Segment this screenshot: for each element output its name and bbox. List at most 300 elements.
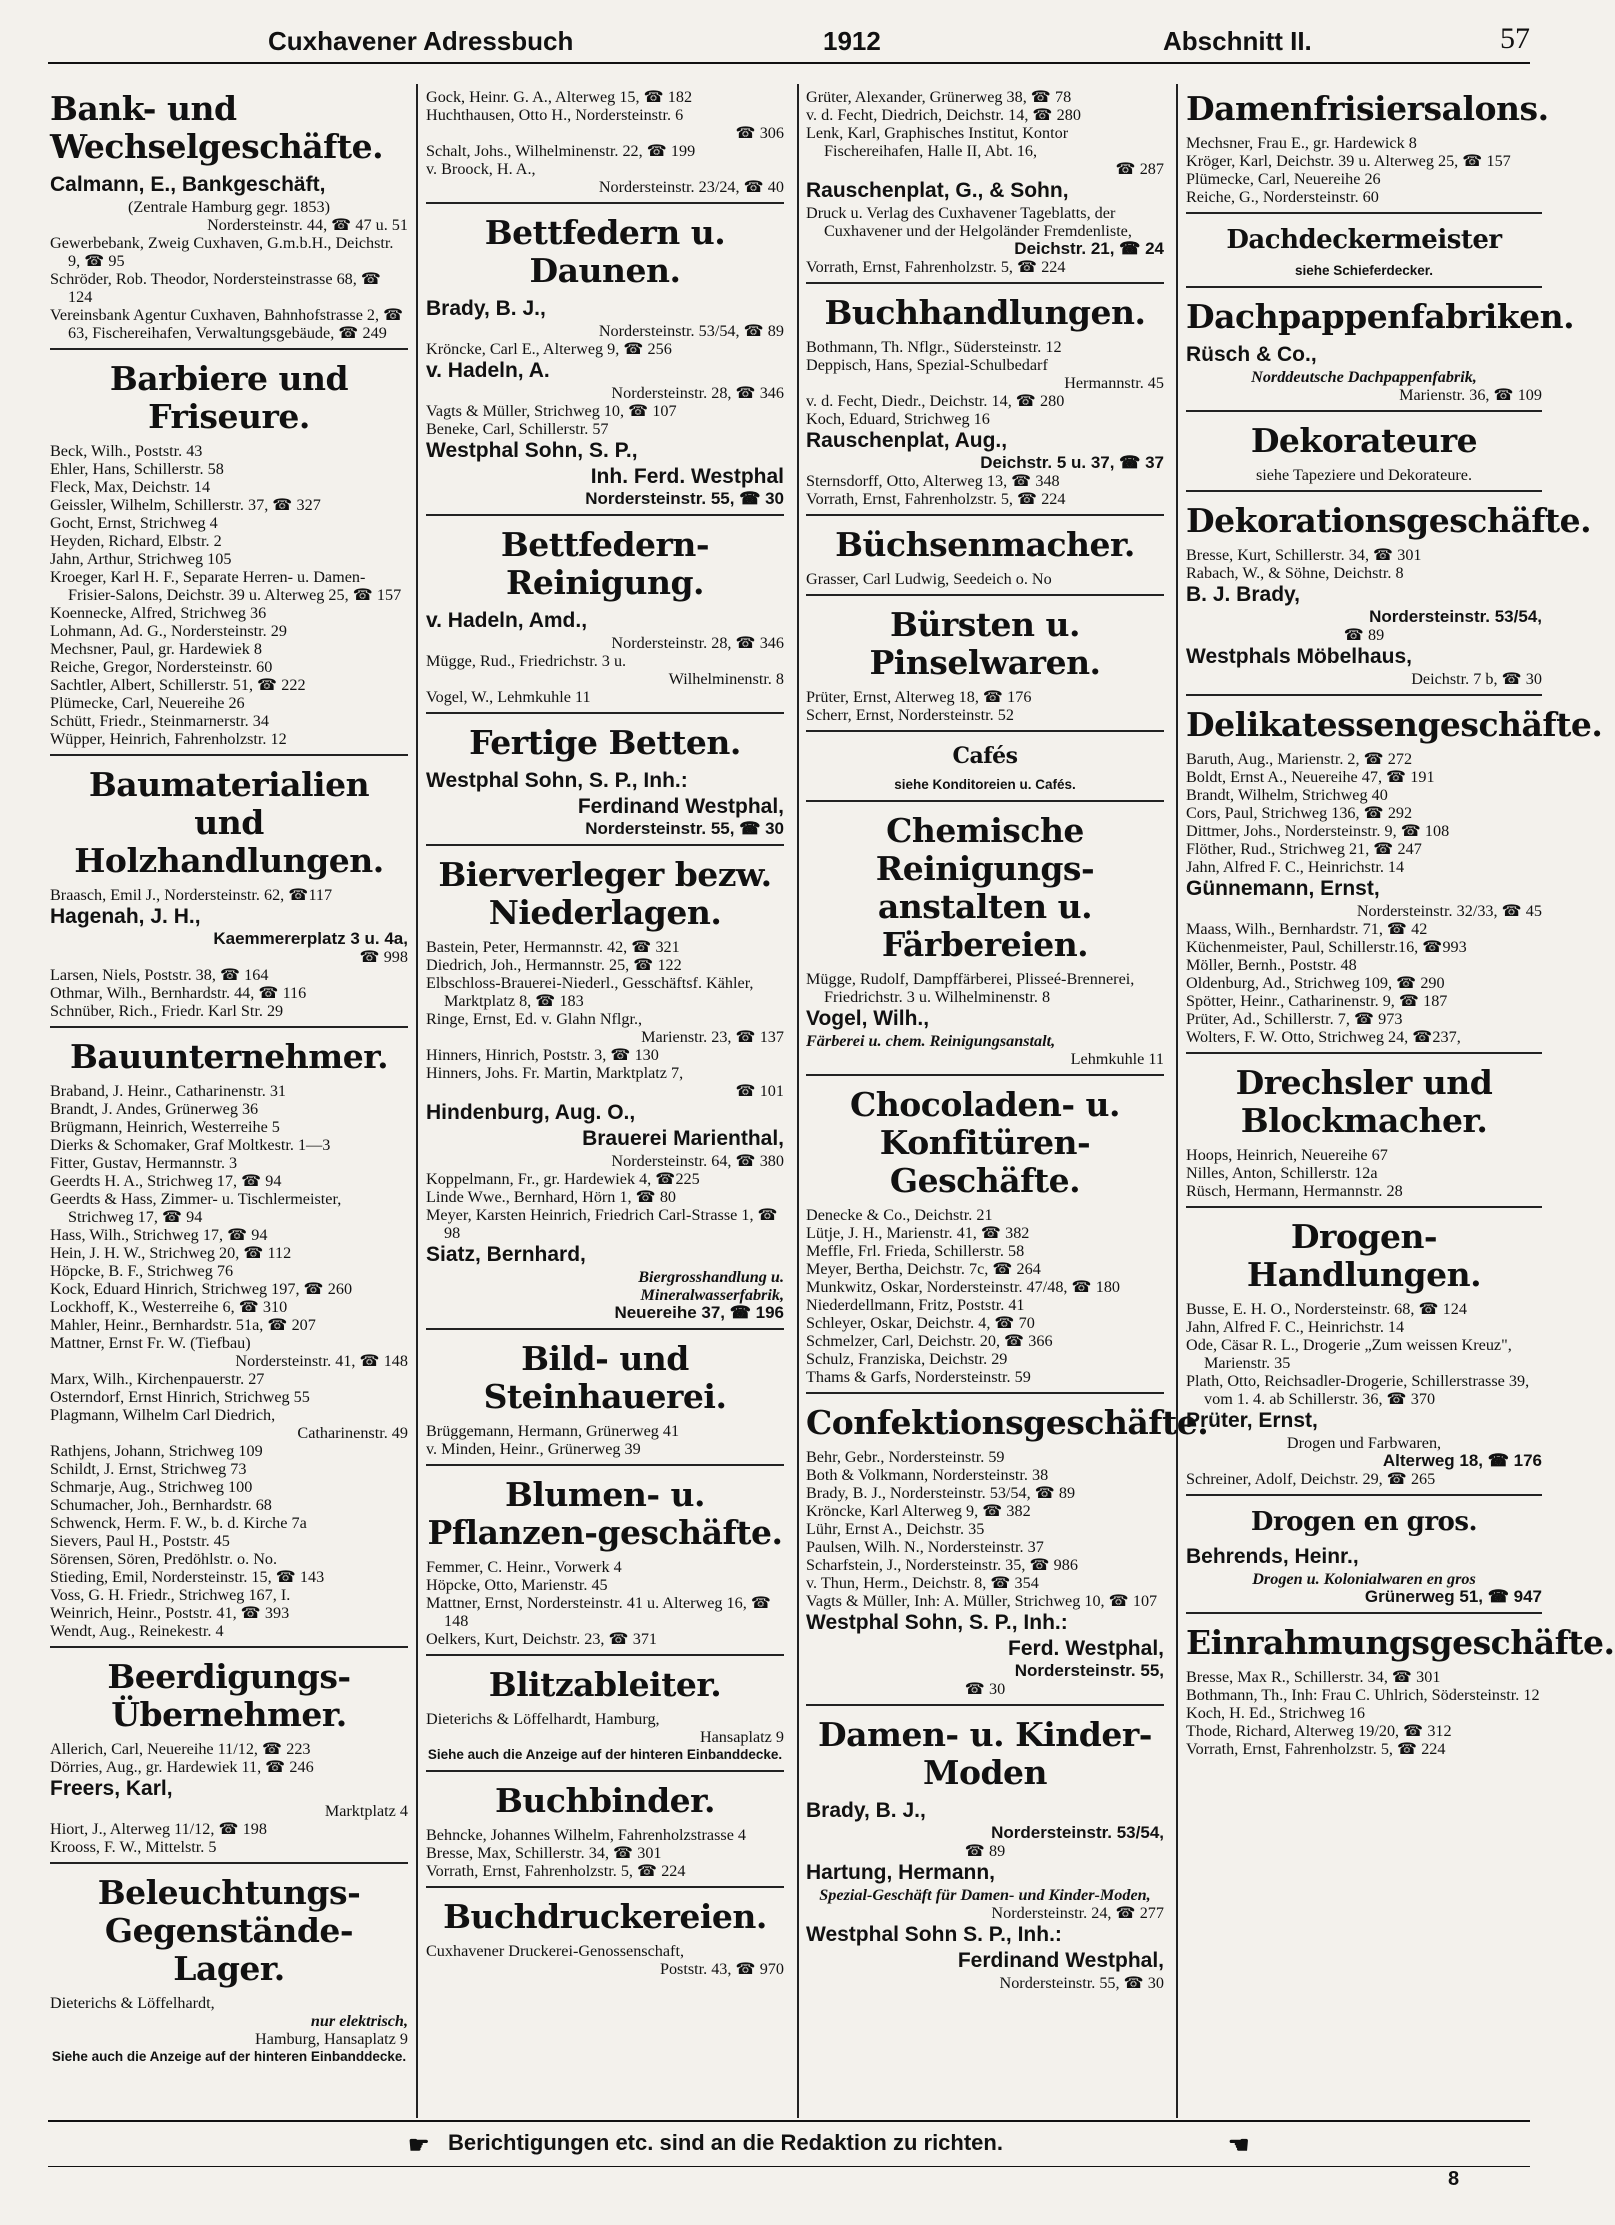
- entry: Bresse, Kurt, Schillerstr. 34, ☎ 301: [1186, 546, 1422, 564]
- entry: Meffle, Frl. Frieda, Schillerstr. 58: [806, 1242, 1025, 1260]
- entry: Mattner, Ernst, Nordersteinstr. 41 u. Alterweg 16, ☎ 148: [426, 1594, 772, 1630]
- entry: Dieterichs & Löffelhardt, Hamburg,: [426, 1710, 660, 1728]
- entry: Jahn, Alfred F. C., Heinrichstr. 14: [1186, 858, 1405, 876]
- section-title: Bauunternehmer.: [69, 1037, 389, 1076]
- entry: v. Hadeln, A.: [426, 359, 550, 382]
- entry: Deppisch, Hans, Spezial-Schulbedarf: [806, 356, 1048, 374]
- entry: siehe Tapeziere und Dekorateure.: [1255, 466, 1473, 484]
- entry: Heyden, Richard, Elbstr. 2: [50, 532, 222, 550]
- entry: Poststr. 43, ☎ 970: [659, 1960, 784, 1978]
- entry: Vagts & Müller, Strichweg 10, ☎ 107: [426, 402, 677, 420]
- entry: Wolters, F. W. Otto, Strichweg 24, ☎237,: [1186, 1028, 1461, 1046]
- entry: Behr, Gebr., Nordersteinstr. 59: [806, 1448, 1005, 1466]
- entry: ☎ 306: [735, 124, 784, 142]
- entry: Dittmer, Johs., Nordersteinstr. 9, ☎ 108: [1186, 822, 1450, 840]
- entry: Munkwitz, Oskar, Nordersteinstr. 47/48, ☎ 180: [806, 1278, 1121, 1296]
- section-drogen-handlungen: [1186, 1206, 1542, 1488]
- entry-note: Siehe auch die Anzeige auf der hinteren Einbanddecke.: [51, 2049, 407, 2064]
- entry: Mügge, Rudolf, Dampffärberei, Plisseé-Brennerei, Friedrichstr. 3 u. Wilhelminenstr. 8: [806, 970, 1135, 1006]
- entry: Schmarje, Aug., Strichweg 100: [50, 1478, 253, 1496]
- section-title: Drogen-Handlungen.: [1246, 1217, 1482, 1294]
- entry: Ferdinand Westphal,: [577, 795, 784, 818]
- entry: Schleyer, Oskar, Deichstr. 4, ☎ 70: [806, 1314, 1035, 1332]
- column-divider: [1176, 84, 1178, 2118]
- section-title: Dekorationsgeschäfte.: [1186, 501, 1592, 540]
- entry: Lenk, Karl, Graphisches Institut, Kontor Fischereihafen, Halle II, Abt. 16,: [806, 124, 1069, 160]
- column-1: [50, 88, 408, 2118]
- entry: Ode, Cäsar R. L., Drogerie „Zum weissen Kreuz", Marienstr. 35: [1186, 1336, 1512, 1372]
- section-chocoladen: [806, 1074, 1164, 1386]
- entry: Hartung, Hermann,: [806, 1861, 996, 1884]
- entry: Hinners, Johs. Fr. Martin, Marktplatz 7,: [426, 1064, 684, 1082]
- entry: Mahler, Heinr., Bernhardstr. 51a, ☎ 207: [50, 1316, 316, 1334]
- entry: Alterweg 18, ☎ 176: [1382, 1451, 1542, 1470]
- entry: Meyer, Bertha, Deichstr. 7c, ☎ 264: [806, 1260, 1041, 1278]
- entry: Möller, Bernh., Poststr. 48: [1186, 956, 1357, 974]
- section-title: Barbiere und Friseure.: [109, 359, 349, 436]
- entry: Spezial-Geschäft für Damen- und Kinder-Moden,: [819, 1886, 1151, 1904]
- entry: Diedrich, Joh., Hermannstr. 25, ☎ 122: [426, 956, 682, 974]
- section-title: Drogen en gros.: [1250, 1507, 1478, 1537]
- entry: Neuereihe 37, ☎ 196: [614, 1303, 784, 1322]
- page-header: [48, 22, 1530, 64]
- entry: Oelkers, Kurt, Deichstr. 23, ☎ 371: [426, 1630, 658, 1648]
- column-3: [806, 88, 1209, 2118]
- entry: Brauerei Marienthal,: [582, 1127, 784, 1150]
- entry: Mechsner, Paul, gr. Hardewiek 8: [50, 640, 262, 658]
- section-title: Bürsten u. Pinselwaren.: [869, 605, 1101, 682]
- section-buchbinder: [426, 1770, 784, 1880]
- entry: Marktplatz 4: [324, 1802, 408, 1820]
- entry: Deichstr. 7 b, ☎ 30: [1411, 670, 1542, 688]
- entry: Stieding, Emil, Nordersteinstr. 15, ☎ 143: [50, 1568, 325, 1586]
- entry: v. d. Fecht, Diedrich, Deichstr. 14, ☎ 280: [806, 106, 1081, 124]
- section-title: Chocoladen- u. Konfitüren-Geschäfte.: [849, 1085, 1121, 1200]
- entry: (Zentrale Hamburg gegr. 1853): [128, 198, 330, 216]
- section-title: Dekorateure: [1250, 421, 1478, 460]
- section-bettfedern-reinigung: [426, 514, 784, 706]
- entry: Schwenck, Herm. F. W., b. d. Kirche 7a: [50, 1514, 307, 1532]
- entry: Dierks & Schomaker, Graf Moltkestr. 1—3: [50, 1136, 331, 1154]
- section-continued: [426, 88, 784, 196]
- entry: Lockhoff, K., Westerreihe 6, ☎ 310: [50, 1298, 288, 1316]
- entry: Brandt, Wilhelm, Strichweg 40: [1186, 786, 1388, 804]
- entry: Vogel, Wilh.,: [806, 1007, 930, 1030]
- entry: Brady, B. J.,: [426, 297, 546, 320]
- entry: Wendt, Aug., Reinekestr. 4: [50, 1622, 224, 1640]
- entry: Drogen u. Kolonialwaren en gros: [1252, 1570, 1476, 1588]
- entry: Gewerbebank, Zweig Cuxhaven, G.m.b.H., Deichstr. 9, ☎ 95: [50, 234, 394, 270]
- entry: Fleck, Max, Deichstr. 14: [50, 478, 211, 496]
- section-title: Buchdruckereien.: [443, 1897, 767, 1936]
- entry: Prüter, Ernst, Alterweg 18, ☎ 176: [806, 688, 1032, 706]
- section-title: Drechsler und Blockmacher.: [1235, 1063, 1493, 1140]
- entry: Larsen, Niels, Poststr. 38, ☎ 164: [50, 966, 269, 984]
- entry: Nordersteinstr. 53/54,: [991, 1823, 1164, 1842]
- entry: Hagenah, J. H.,: [50, 905, 201, 928]
- entry: Westphal Sohn, S. P., Inh.:: [806, 1611, 1068, 1634]
- entry: Both & Volkmann, Nordersteinstr. 38: [806, 1466, 1049, 1484]
- entry: Jahn, Arthur, Strichweg 105: [50, 550, 232, 568]
- section-delikatessen: [1186, 694, 1603, 1046]
- section-title: Damenfrisiersalons.: [1186, 89, 1549, 128]
- section-title: Blitzableiter.: [488, 1665, 722, 1704]
- entry: Nordersteinstr. 55, ☎ 30: [585, 489, 784, 508]
- page-number: 57: [1500, 22, 1530, 55]
- entry: Westphal Sohn, S. P., Inh.:: [426, 769, 688, 792]
- entry: Mügge, Rud., Friedrichstr. 3 u.: [426, 652, 627, 670]
- entry: Brady, B. J.,: [806, 1799, 926, 1822]
- entry: Bresse, Max, Schillerstr. 34, ☎ 301: [426, 1844, 662, 1862]
- entry: Behrends, Heinr.,: [1186, 1545, 1359, 1568]
- entry: Huchthausen, Otto H., Nordersteinstr. 6: [426, 106, 684, 124]
- entry: Voss, G. H. Friedr., Strichweg 167, I.: [50, 1586, 291, 1604]
- entry: Deichstr. 21, ☎ 24: [1014, 239, 1164, 258]
- entry: Ringe, Ernst, Ed. v. Glahn Nflgr.,: [426, 1010, 643, 1028]
- section-confektion: [806, 1392, 1209, 1698]
- entry: Oldenburg, Ad., Strichweg 109, ☎ 290: [1186, 974, 1445, 992]
- entry: Baruth, Aug., Marienstr. 2, ☎ 272: [1186, 750, 1413, 768]
- entry: Siatz, Bernhard,: [426, 1243, 586, 1266]
- entry: Braband, J. Heinr., Catharinenstr. 31: [50, 1082, 287, 1100]
- section-bettfedern: [426, 202, 784, 508]
- section-beerdigungs: [50, 1646, 408, 1856]
- entry: Spötter, Heinr., Catharinenstr. 9, ☎ 187: [1186, 992, 1448, 1010]
- entry: Drogen und Farbwaren,: [1286, 1434, 1442, 1452]
- entry: Lühr, Ernst A., Deichstr. 35: [806, 1520, 985, 1538]
- entry: Nordersteinstr. 53/54, ☎ 89: [598, 322, 784, 340]
- entry: Günnemann, Ernst,: [1186, 877, 1380, 900]
- section-drogen-en-gros: [1186, 1494, 1542, 1606]
- section-title: Dachpappenfabriken.: [1186, 297, 1575, 336]
- entry: Höpcke, Otto, Marienstr. 45: [426, 1576, 608, 1594]
- entry: v. Minden, Heinr., Grünerweg 39: [426, 1440, 641, 1458]
- entry: Hamburg, Hansaplatz 9: [255, 2030, 408, 2048]
- entry: Schalt, Johs., Wilhelminenstr. 22, ☎ 199: [426, 142, 696, 160]
- entry: ☎ 287: [1115, 160, 1164, 178]
- entry: Höpcke, B. F., Strichweg 76: [50, 1262, 234, 1280]
- section-dachdecker: [1186, 212, 1542, 280]
- entry: Krooss, F. W., Mittelstr. 5: [50, 1838, 217, 1856]
- section-buechsenmacher: [806, 514, 1164, 588]
- header-title: Cuxhavener Adressbuch: [268, 26, 574, 56]
- entry: Hinners, Hinrich, Poststr. 3, ☎ 130: [426, 1046, 659, 1064]
- entry: Cuxhavener Druckerei-Genossenschaft,: [426, 1942, 684, 1960]
- entry: Busse, E. H. O., Nordersteinstr. 68, ☎ 124: [1186, 1300, 1467, 1318]
- entry: B. J. Brady,: [1186, 583, 1300, 606]
- entry: Cors, Paul, Strichweg 136, ☎ 292: [1186, 804, 1413, 822]
- section-title: Damen- u. Kinder-Moden: [818, 1715, 1152, 1792]
- entry: Flöther, Rud., Strichweg 21, ☎ 247: [1186, 840, 1422, 858]
- section-title: Buchbinder.: [495, 1781, 715, 1820]
- section-dekorateure: [1186, 410, 1542, 484]
- printer-signature: 8: [1448, 2168, 1460, 2190]
- section-continued: [806, 88, 1164, 276]
- entry: v. Broock, H. A.,: [426, 160, 536, 178]
- entry: Allerich, Carl, Neuereihe 11/12, ☎ 223: [50, 1740, 311, 1758]
- section-bauunternehmer: [50, 1026, 408, 1640]
- entry: Nordersteinstr. 64, ☎ 380: [611, 1152, 784, 1170]
- entry: Nordersteinstr. 28, ☎ 346: [611, 634, 784, 652]
- entry: Braasch, Emil J., Nordersteinstr. 62, ☎117: [50, 886, 333, 904]
- entry: Vereinsbank Agentur Cuxhaven, Bahnhofstrasse 2, ☎ 63, Fischereihafen, Verwaltungsgebäude, ☎ 249: [50, 306, 404, 342]
- entry: Westphal Sohn, S. P.,: [426, 439, 638, 462]
- entry: Nordersteinstr. 53/54,: [1369, 607, 1542, 626]
- entry: Lütje, J. H., Marienstr. 41, ☎ 382: [806, 1224, 1030, 1242]
- entry: Brügmann, Heinrich, Westerreihe 5: [50, 1118, 280, 1136]
- entry: Wüpper, Heinrich, Fahrenholzstr. 12: [50, 730, 287, 748]
- section-title: Buchhandlungen.: [824, 293, 1146, 332]
- entry: Scharfstein, J., Nordersteinstr. 35, ☎ 986: [806, 1556, 1078, 1574]
- entry: Rauschenplat, Aug.,: [806, 429, 1008, 452]
- entry: Biergrosshandlung u.: [638, 1268, 784, 1286]
- entry: Mechsner, Frau E., gr. Hardewick 8: [1186, 134, 1417, 152]
- entry: Sternsdorff, Otto, Alterweg 13, ☎ 348: [806, 472, 1060, 490]
- entry: Küchenmeister, Paul, Schillerstr.16, ☎993: [1186, 938, 1467, 956]
- entry: Kroeger, Karl H. F., Separate Herren- u. Damen- Frisier-Salons, Deichstr. 39 u. Alterweg 25, ☎ 157: [50, 568, 402, 604]
- entry: Mineralwasserfabrik,: [640, 1286, 784, 1304]
- entry: Bresse, Max R., Schillerstr. 34, ☎ 301: [1186, 1668, 1441, 1686]
- entry: Westphals Möbelhaus,: [1186, 645, 1412, 668]
- entry: Westphal Sohn S. P., Inh.:: [806, 1923, 1062, 1946]
- entry: Elbschloss-Brauerei-Niederl., Gesschäftsf. Kähler, Marktplatz 8, ☎ 183: [426, 974, 754, 1010]
- entry: Vorrath, Ernst, Fahrenholzstr. 5, ☎ 224: [806, 490, 1066, 508]
- entry: Jahn, Alfred F. C., Heinrichstr. 14: [1186, 1318, 1405, 1336]
- entry: Lohmann, Ad. G., Nordersteinstr. 29: [50, 622, 287, 640]
- entry: Nordersteinstr. 41, ☎ 148: [235, 1352, 408, 1370]
- entry: Koppelmann, Fr., gr. Hardewiek 4, ☎225: [426, 1170, 700, 1188]
- entry: Vorrath, Ernst, Fahrenholzstr. 5, ☎ 224: [426, 1862, 686, 1880]
- section-beleuchtung: [50, 1862, 408, 2066]
- entry: Rathjens, Johann, Strichweg 109: [50, 1442, 263, 1460]
- section-barbiere: [50, 348, 408, 748]
- column-2: [426, 88, 784, 2118]
- entry: Nordersteinstr. 24, ☎ 277: [991, 1904, 1164, 1922]
- entry: Prüter, Ernst,: [1186, 1409, 1318, 1432]
- section-title: Cafés: [952, 743, 1018, 769]
- entry: Nordersteinstr. 23/24, ☎ 40: [598, 178, 784, 196]
- section-buchdruckereien: [426, 1886, 784, 1978]
- entry: Koch, Eduard, Strichweg 16: [806, 410, 990, 428]
- entry: Hermannstr. 45: [1064, 374, 1164, 392]
- entry: Rauschenplat, G., & Sohn,: [806, 179, 1069, 202]
- entry: v. Thun, Herm., Deichstr. 8, ☎ 354: [806, 1574, 1039, 1592]
- entry: Schildt, J. Ernst, Strichweg 73: [50, 1460, 247, 1478]
- entry: ☎ 89: [964, 1842, 1006, 1860]
- entry: Thams & Garfs, Nordersteinstr. 59: [806, 1368, 1031, 1386]
- entry: Schütt, Friedr., Steinmarnerstr. 34: [50, 712, 269, 730]
- entry: ☎ 89: [1343, 626, 1385, 644]
- entry: Ferdinand Westphal,: [957, 1949, 1164, 1972]
- entry: Marienstr. 36, ☎ 109: [1399, 386, 1542, 404]
- entry: Wilhelminenstr. 8: [668, 670, 784, 688]
- entry: Behncke, Johannes Wilhelm, Fahrenholzstrasse 4: [426, 1826, 747, 1844]
- entry: Hoops, Heinrich, Neuereihe 67: [1186, 1146, 1388, 1164]
- column-4: [1186, 88, 1615, 2118]
- section-title: Büchsenmacher.: [835, 525, 1135, 564]
- entry: Kaemmererplatz 3 u. 4a,: [213, 929, 408, 948]
- entry: Brady, B. J., Nordersteinstr. 53/54, ☎ 89: [806, 1484, 1076, 1502]
- pointing-hand-left-icon: ☚: [1228, 2132, 1250, 2159]
- entry: Vorrath, Ernst, Fahrenholzstr. 5, ☎ 224: [1186, 1740, 1446, 1758]
- section-buersten: [806, 594, 1164, 724]
- entry: Lehmkuhle 11: [1070, 1050, 1164, 1068]
- section-title: Beleuchtungs-Gegenstände-Lager.: [97, 1873, 361, 1988]
- entry: Sörensen, Sören, Predöhlstr. o. No.: [50, 1550, 278, 1568]
- entry: Marx, Wilh., Kirchenpauerstr. 27: [50, 1370, 265, 1388]
- entry: Vagts & Müller, Inh: A. Müller, Strichweg 10, ☎ 107: [806, 1592, 1158, 1610]
- entry: Plümecke, Carl, Neuereihe 26: [1186, 170, 1381, 188]
- entry: Hindenburg, Aug. O.,: [426, 1101, 636, 1124]
- entry: Sievers, Paul H., Poststr. 45: [50, 1532, 230, 1550]
- entry: Gocht, Ernst, Strichweg 4: [50, 514, 218, 532]
- section-dachpappen: [1186, 286, 1575, 404]
- entry: Nordersteinstr. 44, ☎ 47 u. 51: [207, 216, 408, 234]
- section-title: Fertige Betten.: [469, 723, 741, 762]
- entry: Nordersteinstr. 28, ☎ 346: [611, 384, 784, 402]
- entry: Gock, Heinr. G. A., Alterweg 15, ☎ 182: [426, 88, 693, 106]
- section-blumen: [426, 1464, 784, 1648]
- section-title: Dachdeckermeister: [1226, 225, 1502, 255]
- entry: Plümecke, Carl, Neuereihe 26: [50, 694, 245, 712]
- section-chemische-reinigung: [806, 800, 1164, 1068]
- entry: Hass, Wilh., Strichweg 17, ☎ 94: [50, 1226, 268, 1244]
- header-section: Abschnitt II.: [1163, 26, 1312, 56]
- column-divider: [416, 84, 418, 2118]
- section-title: Delikatessengeschäfte.: [1186, 705, 1603, 744]
- entry: Reiche, Gregor, Nordersteinstr. 60: [50, 658, 273, 676]
- entry: ☎ 101: [735, 1082, 784, 1100]
- entry: Koch, H. Ed., Strichweg 16: [1186, 1704, 1365, 1722]
- entry: Hansaplatz 9: [699, 1728, 784, 1746]
- entry: Weinrich, Heinr., Poststr. 41, ☎ 393: [50, 1604, 290, 1622]
- entry: Nordersteinstr. 55, ☎ 30: [999, 1974, 1164, 1992]
- entry: Koennecke, Alfred, Strichweg 36: [50, 604, 267, 622]
- section-baumaterialien: [50, 754, 408, 1020]
- entry: Reiche, G., Nordersteinstr. 60: [1186, 188, 1379, 206]
- section-title: Confektionsgeschäfte.: [806, 1403, 1209, 1442]
- entry: Rüsch, Hermann, Hermannstr. 28: [1186, 1182, 1403, 1200]
- entry: Druck u. Verlag des Cuxhavener Tageblatts, der Cuxhavener und der Helgoländer Fremdenliste,: [806, 204, 1132, 240]
- entry: ☎ 30: [964, 1680, 1006, 1698]
- entry: Geerdts H. A., Strichweg 17, ☎ 94: [50, 1172, 282, 1190]
- entry: Färberei u. chem. Reinigungsanstalt,: [806, 1032, 1056, 1050]
- section-title: Beerdigungs-Übernehmer.: [107, 1657, 351, 1734]
- entry: Prüter, Ad., Schillerstr. 7, ☎ 973: [1186, 1010, 1403, 1028]
- entry: Geissler, Wilhelm, Schillerstr. 37, ☎ 327: [50, 496, 321, 514]
- section-damen-kinder-moden: [806, 1704, 1164, 1992]
- entry: Schmelzer, Carl, Deichstr. 20, ☎ 366: [806, 1332, 1053, 1350]
- entry: Ferd. Westphal,: [1008, 1637, 1164, 1660]
- entry: Meyer, Karsten Heinrich, Friedrich Carl-Strasse 1, ☎ 98: [426, 1206, 778, 1242]
- section-drechsler: [1186, 1052, 1542, 1200]
- entry: Beneke, Carl, Schillerstr. 57: [426, 420, 609, 438]
- entry: Kock, Eduard Hinrich, Strichweg 197, ☎ 260: [50, 1280, 353, 1298]
- entry: Inh. Ferd. Westphal: [590, 465, 784, 488]
- entry: Paulsen, Wilh. N., Nordersteinstr. 37: [806, 1538, 1044, 1556]
- entry: Maass, Wilh., Bernhardstr. 71, ☎ 42: [1186, 920, 1428, 938]
- section-damenfrisier: [1186, 89, 1549, 206]
- entry: Denecke & Co., Deichstr. 21: [806, 1206, 993, 1224]
- entry: v. Hadeln, Amd.,: [426, 609, 588, 632]
- entry: Mattner, Ernst Fr. W. (Tiefbau): [50, 1334, 251, 1352]
- entry: Catharinenstr. 49: [297, 1424, 408, 1442]
- entry: nur elektrisch,: [310, 2012, 408, 2030]
- entry: Kröger, Karl, Deichstr. 39 u. Alterweg 25, ☎ 157: [1186, 152, 1511, 170]
- section-title: Bettfedern u. Daunen.: [484, 213, 726, 290]
- entry: Schulz, Franziska, Deichstr. 29: [806, 1350, 1008, 1368]
- entry: Calmann, E., Bankgeschäft,: [50, 173, 326, 196]
- entry: Schumacher, Joh., Bernhardstr. 68: [50, 1496, 272, 1514]
- entry: Kröncke, Karl Alterweg 9, ☎ 382: [806, 1502, 1031, 1520]
- entry: Boldt, Ernst A., Neuereihe 47, ☎ 191: [1186, 768, 1435, 786]
- entry: Osterndorf, Ernst Hinrich, Strichweg 55: [50, 1388, 310, 1406]
- section-title: Bettfedern-Reinigung.: [500, 525, 710, 602]
- entry: Nilles, Anton, Schillerstr. 12a: [1186, 1164, 1378, 1182]
- section-title: Chemische Reinigungs-anstalten u. Färbereien.: [875, 811, 1095, 964]
- section-bierverleger: [426, 844, 784, 1322]
- section-title: Bank- und Wechselgeschäfte.: [50, 89, 384, 166]
- entry: Marienstr. 23, ☎ 137: [641, 1028, 784, 1046]
- entry: Beck, Wilh., Poststr. 43: [50, 442, 203, 460]
- entry: Geerdts & Hass, Zimmer- u. Tischlermeister, Strichweg 17, ☎ 94: [50, 1190, 342, 1226]
- header-year: 1912: [823, 26, 881, 56]
- section-title: Bild- und Steinhauerei.: [483, 1339, 727, 1416]
- entry: Vorrath, Ernst, Fahrenholzstr. 5, ☎ 224: [806, 258, 1066, 276]
- entry: Nordersteinstr. 55,: [1014, 1661, 1164, 1680]
- section-title: Einrahmungsgeschäfte.: [1186, 1623, 1615, 1662]
- entry: Nordersteinstr. 55, ☎ 30: [585, 819, 784, 838]
- entry: Schröder, Rob. Theodor, Nordersteinstrasse 68, ☎ 124: [50, 270, 382, 306]
- section-title: Blumen- u. Pflanzen-geschäfte.: [427, 1475, 783, 1552]
- section-bank: [50, 90, 408, 342]
- section-dekorationsgeschaefte: [1186, 490, 1592, 688]
- entry: ☎ 998: [359, 948, 408, 966]
- section-einrahmung: [1186, 1612, 1615, 1758]
- section-title: Baumaterialien und Holzhandlungen.: [74, 765, 384, 880]
- entry: Brüggemann, Hermann, Grünerweg 41: [426, 1422, 680, 1440]
- entry: v. d. Fecht, Diedr., Deichstr. 14, ☎ 280: [806, 392, 1065, 410]
- entry: Grasser, Carl Ludwig, Seedeich o. No: [806, 570, 1052, 588]
- entry: Niederdellmann, Fritz, Poststr. 41: [806, 1296, 1025, 1314]
- entry: Grünerweg 51, ☎ 947: [1364, 1587, 1542, 1606]
- entry: Dörries, Aug., gr. Hardewiek 11, ☎ 246: [50, 1758, 314, 1776]
- entry: Schreiner, Adolf, Deichstr. 29, ☎ 265: [1186, 1470, 1436, 1488]
- entry: Dieterichs & Löffelhardt,: [50, 1994, 215, 2012]
- entry: Othmar, Wilh., Bernhardstr. 44, ☎ 116: [50, 984, 307, 1002]
- entry: Scherr, Ernst, Nordersteinstr. 52: [806, 706, 1014, 724]
- entry: Brandt, J. Andes, Grünerweg 36: [50, 1100, 259, 1118]
- entry: Bastein, Peter, Hermannstr. 42, ☎ 321: [426, 938, 680, 956]
- section-title: Bierverleger bezw. Niederlagen.: [438, 855, 772, 932]
- entry: Plath, Otto, Reichsadler-Drogerie, Schillerstrasse 39, vom 1. 4. ab Schillerstr. 36, ☎ 370: [1186, 1372, 1530, 1408]
- entry: Schnüber, Rich., Friedr. Karl Str. 29: [50, 1002, 284, 1020]
- entry: Deichstr. 5 u. 37, ☎ 37: [980, 453, 1164, 472]
- section-bildhauerei: [426, 1328, 784, 1458]
- entry: Norddeutsche Dachpappenfabrik,: [1251, 368, 1477, 386]
- pointing-hand-right-icon: ☛: [408, 2132, 430, 2159]
- section-blitzableiter: [426, 1654, 784, 1764]
- entry: Fitter, Gustav, Hermannstr. 3: [50, 1154, 238, 1172]
- entry-note: Siehe auch die Anzeige auf der hinteren Einbanddecke.: [427, 1747, 783, 1762]
- entry: Hiort, J., Alterweg 11/12, ☎ 198: [50, 1820, 267, 1838]
- page-footer: [48, 2120, 1530, 2167]
- section-buchhandlungen: [806, 282, 1164, 508]
- entry-note: siehe Schieferdecker.: [1294, 263, 1434, 278]
- entry: Thode, Richard, Alterweg 19/20, ☎ 312: [1186, 1722, 1452, 1740]
- entry: Plagmann, Wilhelm Carl Diedrich,: [50, 1406, 276, 1424]
- entry: Rüsch & Co.,: [1186, 343, 1317, 366]
